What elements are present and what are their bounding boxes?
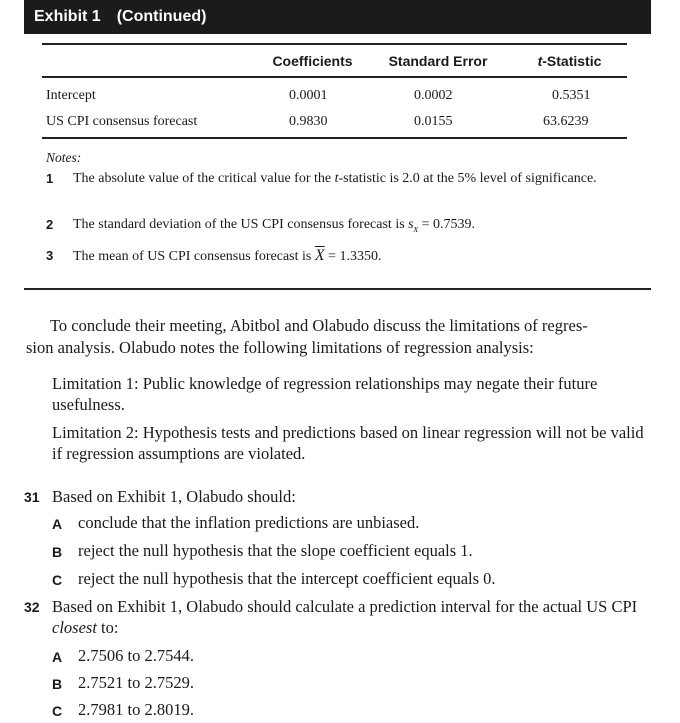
exhibit-subtitle: (Continued)	[116, 8, 207, 25]
table-top-rule	[42, 43, 627, 45]
table-bottom-rule	[42, 137, 627, 139]
note-text: The absolute value of the critical value for the t-statistic is 2.0 at the 5% level of significance.	[73, 171, 597, 186]
option-text: 2.7506 to 2.7544.	[78, 646, 194, 665]
option-letter: A	[52, 649, 63, 665]
option-letter: C	[52, 703, 63, 719]
table-cell: 0.0002	[414, 88, 453, 103]
table-row-label: US CPI consensus forecast	[46, 114, 198, 129]
option-letter: B	[52, 544, 63, 560]
notes-label: Notes:	[46, 150, 82, 165]
note-number: 2	[46, 217, 54, 232]
table-header-rule	[42, 76, 627, 78]
table-cell: 0.0001	[289, 88, 328, 103]
option-text: 2.7521 to 2.7529.	[78, 673, 194, 692]
table-cell: 0.0155	[414, 114, 453, 129]
table-row-label: Intercept	[46, 88, 96, 103]
option-letter: A	[52, 516, 63, 532]
table-cell: 63.6239	[543, 114, 589, 129]
note-number: 1	[46, 171, 54, 186]
option-text: reject the null hypothesis that the slope coefficient equals 1.	[78, 541, 473, 560]
x-bar-symbol: $\overline{X}$	[314, 247, 325, 264]
exhibit-end-rule	[24, 288, 651, 290]
note-number: 3	[46, 248, 54, 263]
note-text: The mean of US CPI consensus forecast is $\overline{X} = 1.3350$.	[73, 247, 382, 264]
table-cell: 0.9830	[289, 114, 328, 129]
exhibit-header	[24, 0, 651, 34]
limitation-2: Limitation 2: Hypothesis tests and predictions based on linear regression will not be valid if regression assumptions are violated.	[52, 423, 644, 463]
option-text: reject the null hypothesis that the intercept coefficient equals 0.	[78, 569, 496, 588]
question-stem: Based on Exhibit 1, Olabudo should calculate a prediction interval for the actual US CPI closest to:	[52, 597, 638, 637]
note-item	[46, 215, 616, 239]
note-item	[46, 169, 616, 188]
option-letter: B	[52, 676, 63, 692]
column-header-standard-error: Standard Error	[388, 53, 488, 69]
note-text: The standard deviation of the US CPI consensus forecast is $s_x = 0.7539$.	[73, 217, 475, 235]
exhibit-label: Exhibit 1	[34, 8, 101, 25]
column-header-t-statistic: t-Statistic	[537, 53, 602, 69]
option-text: 2.7981 to 2.8019.	[78, 700, 194, 719]
note-item	[46, 246, 616, 266]
question-number: 31	[24, 489, 40, 505]
table-cell: 0.5351	[552, 88, 591, 103]
intro-paragraph: To conclude their meeting, Abitbol and Olabudo discuss the limitations of regres- sion analysis. Olabudo notes the following limitations of regression analysis:	[26, 316, 588, 357]
column-header-coefficients: Coefficients	[272, 53, 353, 69]
question-stem: Based on Exhibit 1, Olabudo should:	[52, 487, 296, 506]
option-letter: C	[52, 572, 63, 588]
question-number: 32	[24, 599, 40, 615]
option-text: conclude that the inflation predictions are unbiased.	[78, 513, 420, 532]
limitation-1: Limitation 1: Public knowledge of regression relationships may negate their future usefulness.	[52, 374, 598, 414]
